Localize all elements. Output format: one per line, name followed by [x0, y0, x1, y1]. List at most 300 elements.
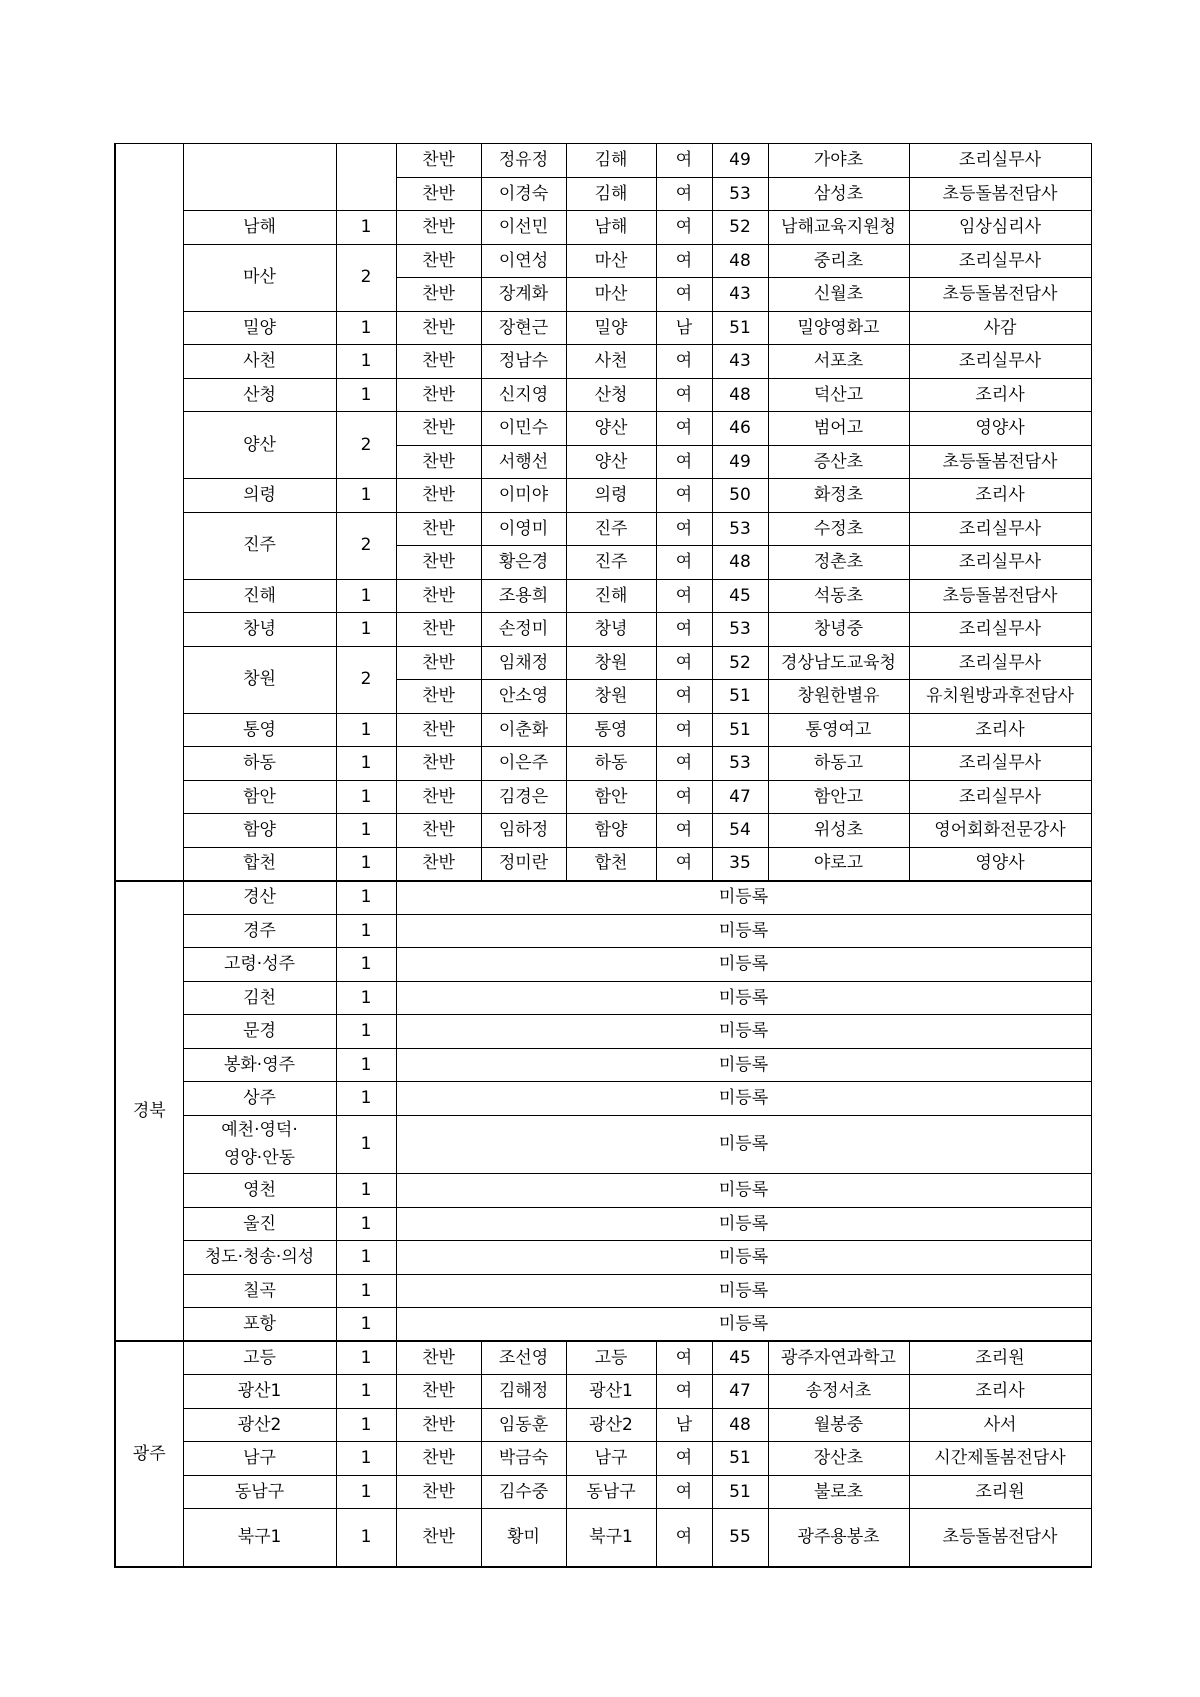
table-row	[115, 1509, 1091, 1567]
age-cell: 43	[712, 345, 768, 379]
branch-cell: 광산2	[566, 1408, 656, 1442]
seat-count-cell: 1	[336, 311, 396, 345]
seat-count-cell: 1	[336, 847, 396, 881]
job-cell: 조리사	[909, 713, 1091, 747]
seat-count-cell: 1	[336, 780, 396, 814]
job-cell: 조리사	[909, 479, 1091, 513]
job-cell: 조리원	[909, 1475, 1091, 1509]
gender-cell: 여	[656, 1375, 712, 1409]
vote-type-cell: 찬반	[396, 1475, 481, 1509]
unregistered-cell: 미등록	[396, 1308, 1091, 1342]
candidate-name-cell: 임채정	[481, 646, 566, 680]
province-cell: 경북	[115, 881, 183, 1342]
unregistered-cell: 미등록	[396, 1274, 1091, 1308]
vote-type-cell: 찬반	[396, 311, 481, 345]
region-cell: 청도·청송·의성	[183, 1241, 336, 1275]
branch-cell: 창원	[566, 680, 656, 714]
vote-type-cell: 찬반	[396, 646, 481, 680]
region-cell: 광산1	[183, 1375, 336, 1409]
branch-cell: 밀양	[566, 311, 656, 345]
branch-cell: 진주	[566, 546, 656, 580]
region-cell: 예천·영덕· 영양·안동	[183, 1115, 336, 1174]
branch-cell: 남구	[566, 1442, 656, 1476]
table-row	[115, 1241, 1091, 1275]
region-cell: 고령·성주	[183, 948, 336, 982]
branch-cell: 함양	[566, 814, 656, 848]
school-cell: 남해교육지원청	[768, 211, 909, 245]
school-cell: 광주용봉초	[768, 1509, 909, 1567]
branch-cell: 김해	[566, 144, 656, 178]
gender-cell: 여	[656, 546, 712, 580]
unregistered-cell: 미등록	[396, 914, 1091, 948]
seat-count-cell: 1	[336, 1509, 396, 1567]
vote-type-cell: 찬반	[396, 1442, 481, 1476]
unregistered-cell: 미등록	[396, 1241, 1091, 1275]
region-cell: 의령	[183, 479, 336, 513]
school-cell: 삼성초	[768, 177, 909, 211]
vote-type-cell: 찬반	[396, 579, 481, 613]
seat-count-cell: 1	[336, 1082, 396, 1116]
seat-count-cell: 1	[336, 1408, 396, 1442]
job-cell: 사감	[909, 311, 1091, 345]
branch-cell: 김해	[566, 177, 656, 211]
table-row	[115, 914, 1091, 948]
candidate-name-cell: 안소영	[481, 680, 566, 714]
age-cell: 53	[712, 747, 768, 781]
age-cell: 53	[712, 177, 768, 211]
table-row	[115, 1207, 1091, 1241]
job-cell: 조리실무사	[909, 613, 1091, 647]
gender-cell: 여	[656, 1509, 712, 1567]
job-cell: 영양사	[909, 412, 1091, 446]
branch-cell: 의령	[566, 479, 656, 513]
job-cell: 조리원	[909, 1341, 1091, 1375]
unregistered-cell: 미등록	[396, 948, 1091, 982]
table-row	[115, 1274, 1091, 1308]
candidate-name-cell: 이민수	[481, 412, 566, 446]
branch-cell: 합천	[566, 847, 656, 881]
table-row	[115, 1082, 1091, 1116]
table-row	[115, 1174, 1091, 1208]
region-cell: 남구	[183, 1442, 336, 1476]
school-cell: 중리초	[768, 244, 909, 278]
branch-cell: 함안	[566, 780, 656, 814]
vote-type-cell: 찬반	[396, 814, 481, 848]
school-cell: 덕산고	[768, 378, 909, 412]
branch-cell: 창녕	[566, 613, 656, 647]
vote-type-cell: 찬반	[396, 1341, 481, 1375]
branch-cell: 진주	[566, 512, 656, 546]
school-cell: 서포초	[768, 345, 909, 379]
region-cell: 마산	[183, 244, 336, 311]
gender-cell: 여	[656, 680, 712, 714]
seat-count-cell: 1	[336, 1341, 396, 1375]
seat-count-cell: 1	[336, 211, 396, 245]
candidate-name-cell: 조선영	[481, 1341, 566, 1375]
gender-cell: 여	[656, 713, 712, 747]
job-cell: 초등돌봄전담사	[909, 579, 1091, 613]
table-row	[115, 747, 1091, 781]
vote-type-cell: 찬반	[396, 546, 481, 580]
region-cell: 동남구	[183, 1475, 336, 1509]
age-cell: 53	[712, 613, 768, 647]
age-cell: 45	[712, 1341, 768, 1375]
job-cell: 유치원방과후전담사	[909, 680, 1091, 714]
school-cell: 석동초	[768, 579, 909, 613]
age-cell: 54	[712, 814, 768, 848]
age-cell: 51	[712, 1442, 768, 1476]
region-cell: 봉화·영주	[183, 1048, 336, 1082]
region-cell: 통영	[183, 713, 336, 747]
seat-count-cell: 1	[336, 345, 396, 379]
job-cell: 초등돌봄전담사	[909, 445, 1091, 479]
province-cell: 광주	[115, 1341, 183, 1567]
table-row	[115, 1375, 1091, 1409]
candidate-name-cell: 김수중	[481, 1475, 566, 1509]
age-cell: 48	[712, 378, 768, 412]
seat-count-cell: 2	[336, 412, 396, 479]
candidate-name-cell: 조용희	[481, 579, 566, 613]
gender-cell: 여	[656, 177, 712, 211]
table-row	[115, 847, 1091, 881]
unregistered-cell: 미등록	[396, 1174, 1091, 1208]
gender-cell: 여	[656, 747, 712, 781]
unregistered-cell: 미등록	[396, 1115, 1091, 1174]
unregistered-cell: 미등록	[396, 1048, 1091, 1082]
school-cell: 가야초	[768, 144, 909, 178]
job-cell: 시간제돌봄전담사	[909, 1442, 1091, 1476]
school-cell: 범어고	[768, 412, 909, 446]
job-cell: 초등돌봄전담사	[909, 177, 1091, 211]
region-cell: 함안	[183, 780, 336, 814]
unregistered-cell: 미등록	[396, 1015, 1091, 1049]
region-cell: 광산2	[183, 1408, 336, 1442]
table-row	[115, 1408, 1091, 1442]
table-row	[115, 412, 1091, 446]
branch-cell: 북구1	[566, 1509, 656, 1567]
vote-type-cell: 찬반	[396, 412, 481, 446]
seat-count-cell: 1	[336, 814, 396, 848]
gender-cell: 여	[656, 412, 712, 446]
vote-type-cell: 찬반	[396, 244, 481, 278]
candidate-name-cell: 서행선	[481, 445, 566, 479]
age-cell: 46	[712, 412, 768, 446]
candidate-name-cell: 정미란	[481, 847, 566, 881]
vote-type-cell: 찬반	[396, 445, 481, 479]
vote-type-cell: 찬반	[396, 713, 481, 747]
branch-cell: 하동	[566, 747, 656, 781]
seat-count-cell: 1	[336, 613, 396, 647]
age-cell: 48	[712, 546, 768, 580]
job-cell: 초등돌봄전담사	[909, 278, 1091, 312]
candidate-name-cell: 김경은	[481, 780, 566, 814]
region-cell: 창원	[183, 646, 336, 713]
job-cell: 조리실무사	[909, 780, 1091, 814]
candidate-name-cell: 정남수	[481, 345, 566, 379]
school-cell: 야로고	[768, 847, 909, 881]
region-cell: 양산	[183, 412, 336, 479]
table-row	[115, 244, 1091, 278]
table-row	[115, 1115, 1091, 1174]
table-row	[115, 948, 1091, 982]
candidate-name-cell: 임하정	[481, 814, 566, 848]
vote-type-cell: 찬반	[396, 780, 481, 814]
region-cell: 울진	[183, 1207, 336, 1241]
age-cell: 50	[712, 479, 768, 513]
gender-cell: 남	[656, 1408, 712, 1442]
age-cell: 48	[712, 244, 768, 278]
seat-count-cell: 1	[336, 1475, 396, 1509]
candidate-name-cell: 이연성	[481, 244, 566, 278]
gender-cell: 여	[656, 847, 712, 881]
vote-type-cell: 찬반	[396, 278, 481, 312]
seat-count-cell: 1	[336, 914, 396, 948]
seat-count-cell: 1	[336, 1308, 396, 1342]
job-cell: 조리실무사	[909, 546, 1091, 580]
age-cell: 51	[712, 1475, 768, 1509]
branch-cell: 남해	[566, 211, 656, 245]
school-cell: 밀양영화고	[768, 311, 909, 345]
school-cell: 창녕중	[768, 613, 909, 647]
region-cell: 김천	[183, 981, 336, 1015]
age-cell: 43	[712, 278, 768, 312]
job-cell: 초등돌봄전담사	[909, 1509, 1091, 1567]
vote-type-cell: 찬반	[396, 378, 481, 412]
region-cell: 상주	[183, 1082, 336, 1116]
branch-cell: 진해	[566, 579, 656, 613]
unregistered-cell: 미등록	[396, 1207, 1091, 1241]
region-cell: 남해	[183, 211, 336, 245]
region-cell: 문경	[183, 1015, 336, 1049]
table-row	[115, 814, 1091, 848]
seat-count-cell: 1	[336, 1174, 396, 1208]
age-cell: 49	[712, 144, 768, 178]
candidate-table	[114, 143, 1092, 1568]
age-cell: 45	[712, 579, 768, 613]
school-cell: 수정초	[768, 512, 909, 546]
candidate-name-cell: 이춘화	[481, 713, 566, 747]
gender-cell: 여	[656, 445, 712, 479]
school-cell: 경상남도교육청	[768, 646, 909, 680]
table-row	[115, 211, 1091, 245]
age-cell: 47	[712, 780, 768, 814]
seat-count-cell: 1	[336, 579, 396, 613]
vote-type-cell: 찬반	[396, 1509, 481, 1567]
school-cell: 창원한별유	[768, 680, 909, 714]
table-row	[115, 345, 1091, 379]
table-row	[115, 713, 1091, 747]
vote-type-cell: 찬반	[396, 847, 481, 881]
vote-type-cell: 찬반	[396, 747, 481, 781]
branch-cell: 창원	[566, 646, 656, 680]
region-cell: 포항	[183, 1308, 336, 1342]
age-cell: 35	[712, 847, 768, 881]
region-cell: 하동	[183, 747, 336, 781]
school-cell: 광주자연과학고	[768, 1341, 909, 1375]
seat-count-cell: 1	[336, 1375, 396, 1409]
region-cell: 북구1	[183, 1509, 336, 1567]
province-cell	[115, 144, 183, 881]
candidate-name-cell: 이은주	[481, 747, 566, 781]
job-cell: 영양사	[909, 847, 1091, 881]
seat-count-cell: 1	[336, 1207, 396, 1241]
branch-cell: 통영	[566, 713, 656, 747]
job-cell: 임상심리사	[909, 211, 1091, 245]
candidate-name-cell: 장계화	[481, 278, 566, 312]
job-cell: 조리사	[909, 1375, 1091, 1409]
gender-cell: 여	[656, 345, 712, 379]
branch-cell: 산청	[566, 378, 656, 412]
branch-cell: 광산1	[566, 1375, 656, 1409]
school-cell: 통영여고	[768, 713, 909, 747]
vote-type-cell: 찬반	[396, 211, 481, 245]
region-cell: 밀양	[183, 311, 336, 345]
seat-count-cell: 1	[336, 981, 396, 1015]
table-row	[115, 646, 1091, 680]
gender-cell: 여	[656, 613, 712, 647]
school-cell: 함안고	[768, 780, 909, 814]
school-cell: 화정초	[768, 479, 909, 513]
branch-cell: 양산	[566, 412, 656, 446]
gender-cell: 여	[656, 1442, 712, 1476]
gender-cell: 여	[656, 1341, 712, 1375]
seat-count-cell: 1	[336, 881, 396, 915]
region-cell: 진해	[183, 579, 336, 613]
branch-cell: 양산	[566, 445, 656, 479]
seat-count-cell: 2	[336, 244, 396, 311]
table-row	[115, 613, 1091, 647]
region-cell: 합천	[183, 847, 336, 881]
seat-count-cell: 2	[336, 512, 396, 579]
gender-cell: 여	[656, 144, 712, 178]
age-cell: 52	[712, 211, 768, 245]
gender-cell: 여	[656, 512, 712, 546]
vote-type-cell: 찬반	[396, 1408, 481, 1442]
region-cell: 산청	[183, 378, 336, 412]
seat-count-cell: 1	[336, 1115, 396, 1174]
table-row	[115, 780, 1091, 814]
candidate-name-cell: 황미	[481, 1509, 566, 1567]
candidate-name-cell: 장현근	[481, 311, 566, 345]
region-cell	[183, 144, 336, 211]
region-cell: 경산	[183, 881, 336, 915]
candidate-name-cell: 황은경	[481, 546, 566, 580]
seat-count-cell: 1	[336, 479, 396, 513]
age-cell: 55	[712, 1509, 768, 1567]
gender-cell: 여	[656, 1475, 712, 1509]
vote-type-cell: 찬반	[396, 613, 481, 647]
region-cell: 함양	[183, 814, 336, 848]
school-cell: 증산초	[768, 445, 909, 479]
table-row	[115, 981, 1091, 1015]
age-cell: 52	[712, 646, 768, 680]
table-row	[115, 579, 1091, 613]
gender-cell: 여	[656, 814, 712, 848]
job-cell: 조리실무사	[909, 747, 1091, 781]
candidate-name-cell: 이미야	[481, 479, 566, 513]
seat-count-cell: 1	[336, 1048, 396, 1082]
branch-cell: 마산	[566, 278, 656, 312]
seat-count-cell: 1	[336, 948, 396, 982]
candidate-name-cell: 이영미	[481, 512, 566, 546]
job-cell: 조리실무사	[909, 244, 1091, 278]
branch-cell: 사천	[566, 345, 656, 379]
school-cell: 신월초	[768, 278, 909, 312]
region-cell: 고등	[183, 1341, 336, 1375]
job-cell: 조리실무사	[909, 345, 1091, 379]
vote-type-cell: 찬반	[396, 512, 481, 546]
vote-type-cell: 찬반	[396, 144, 481, 178]
table-row	[115, 144, 1091, 178]
age-cell: 48	[712, 1408, 768, 1442]
age-cell: 51	[712, 311, 768, 345]
job-cell: 조리사	[909, 378, 1091, 412]
seat-count-cell: 1	[336, 1442, 396, 1476]
age-cell: 47	[712, 1375, 768, 1409]
table-row	[115, 1308, 1091, 1342]
branch-cell: 마산	[566, 244, 656, 278]
candidate-name-cell: 임동훈	[481, 1408, 566, 1442]
seat-count-cell: 1	[336, 378, 396, 412]
branch-cell: 고등	[566, 1341, 656, 1375]
gender-cell: 여	[656, 579, 712, 613]
job-cell: 조리실무사	[909, 144, 1091, 178]
seat-count-cell: 1	[336, 1241, 396, 1275]
table-row	[115, 479, 1091, 513]
age-cell: 49	[712, 445, 768, 479]
gender-cell: 남	[656, 311, 712, 345]
table-row	[115, 1015, 1091, 1049]
job-cell: 조리실무사	[909, 512, 1091, 546]
unregistered-cell: 미등록	[396, 1082, 1091, 1116]
gender-cell: 여	[656, 646, 712, 680]
table-row	[115, 1341, 1091, 1375]
gender-cell: 여	[656, 378, 712, 412]
candidate-name-cell: 손정미	[481, 613, 566, 647]
gender-cell: 여	[656, 278, 712, 312]
table-row	[115, 512, 1091, 546]
gender-cell: 여	[656, 780, 712, 814]
vote-type-cell: 찬반	[396, 1375, 481, 1409]
seat-count-cell: 1	[336, 1274, 396, 1308]
school-cell: 위성초	[768, 814, 909, 848]
region-cell: 영천	[183, 1174, 336, 1208]
region-cell: 칠곡	[183, 1274, 336, 1308]
gender-cell: 여	[656, 244, 712, 278]
age-cell: 51	[712, 680, 768, 714]
school-cell: 정촌초	[768, 546, 909, 580]
region-cell: 창녕	[183, 613, 336, 647]
vote-type-cell: 찬반	[396, 345, 481, 379]
job-cell: 영어회화전문강사	[909, 814, 1091, 848]
unregistered-cell: 미등록	[396, 981, 1091, 1015]
table-row	[115, 1442, 1091, 1476]
unregistered-cell: 미등록	[396, 881, 1091, 915]
gender-cell: 여	[656, 211, 712, 245]
school-cell: 송정서초	[768, 1375, 909, 1409]
candidate-name-cell: 김해정	[481, 1375, 566, 1409]
table-row	[115, 1048, 1091, 1082]
vote-type-cell: 찬반	[396, 479, 481, 513]
seat-count-cell: 2	[336, 646, 396, 713]
seat-count-cell: 1	[336, 1015, 396, 1049]
candidate-name-cell: 박금숙	[481, 1442, 566, 1476]
table-row	[115, 311, 1091, 345]
school-cell: 장산초	[768, 1442, 909, 1476]
gender-cell: 여	[656, 479, 712, 513]
region-cell: 경주	[183, 914, 336, 948]
seat-count-cell: 1	[336, 713, 396, 747]
